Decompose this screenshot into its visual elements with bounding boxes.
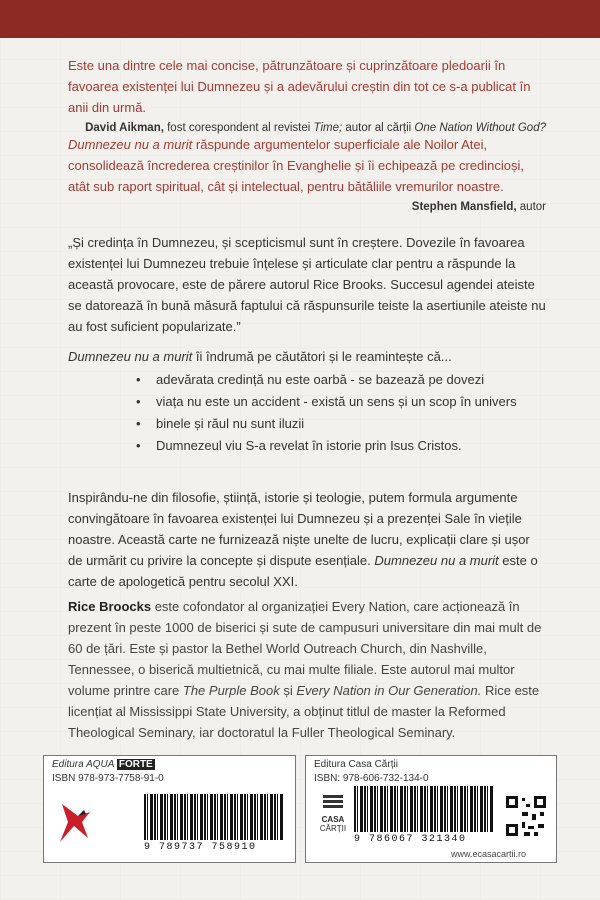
book-stack-icon xyxy=(322,794,344,810)
publisher-website: www.ecasacartii.ro xyxy=(450,849,526,859)
list-item: • adevărata credință nu este oarbă - se bazează pe dovezi xyxy=(156,369,546,391)
claims-list xyxy=(68,369,546,457)
publisher-box-aquaforte xyxy=(43,755,296,863)
cardinal-logo-icon xyxy=(56,798,96,846)
logo-text-top: CASA xyxy=(321,815,345,824)
endorsement-mansfield-credit: Stephen Mansfield, autor xyxy=(411,201,546,213)
intro-list-block xyxy=(68,346,546,457)
list-item: • Dumnezeul viu S-a revelat în istorie prin Isus Cristos. xyxy=(156,435,546,457)
barcode: 9 786067 321340 xyxy=(354,786,494,848)
isbn-text: ISBN: 978-606-732-134-0 xyxy=(314,773,429,784)
top-color-band xyxy=(0,0,600,38)
endorsement-aikman: Este una dintre cele mai concise, pătrunzătoare și cuprinzătoare pledoarii în favoarea existenței lui Dumnezeu și a adevărului creștin din tot ce s-a publicat în anii din urmă. David Aikman, fost corespondent al revistei Time; autor al cărții One Nation Without God? xyxy=(68,55,546,137)
publisher-box-casa-cartii xyxy=(305,755,557,863)
casa-cartii-logo xyxy=(316,794,350,833)
author-bio: Rice Broocks este cofondator al organizației Every Nation, care acționează în prezent în peste 1000 de biserici și sute de campusuri universitare din mai mult de 60 de țări. Este și pastor la Bethel World Outreach Church, din Nashville, Tennessee, o biserică multietnică, cu mai multe filiale. Este autorul mai multor volume printre care The Purple Book și Every Nation in Our Generation. Rice este licențiat al Mississippi State University, a obținut titlul de master la Reformed Theological Seminary, iar doctoratul la Fuller Theological Seminary. xyxy=(68,599,542,740)
summary-paragraph: Inspirându-ne din filosofie, știință, istorie și teologie, putem formula argumente convingătoare în favoarea existenței lui Dumnezeu și a prezenței Sale în viețile noastre. Această carte ne furnizează niște unelte de lucru, explicații clare și ușor de urmărit cu privire la concepte și dispute esențiale. Dumnezeu nu a murit este o carte de apologetică pentru secolul XXI. xyxy=(68,490,538,589)
isbn-text: ISBN 978-973-7758-91-0 xyxy=(52,773,164,784)
list-item: • binele și răul nu sunt iluzii xyxy=(156,413,546,435)
intro-line: Dumnezeu nu a murit îi îndrumă pe căutători și le reamintește că... xyxy=(68,349,452,364)
logo-text-bottom: CĂRȚII xyxy=(319,824,347,833)
publisher-name: Editura Casa Cărții xyxy=(314,759,398,770)
endorsement-aikman-credit: David Aikman, fost corespondent al revistei Time; autor al cărții One Nation Without God? xyxy=(85,122,546,134)
list-item: • viața nu este un accident - există un sens și un scop în univers xyxy=(156,391,546,413)
publisher-name: Editura AQUA FORTE xyxy=(52,759,153,770)
endorsement-mansfield: Dumnezeu nu a murit răspunde argumentelor superficiale ale Noilor Atei, consolidează încrederea creștinilor în Evanghelie și îi echipează pe credincioși, atât sub raport spiritual, cât și intelectual, pentru bătăliile vremurilor noastre. Stephen Mansfield, autor xyxy=(68,134,546,216)
barcode: 9 789737 758910 xyxy=(144,794,284,856)
qr-code-icon xyxy=(504,794,548,838)
author-quote: „Și credința în Dumnezeu, și scepticismul sunt în creștere. Dovezile în favoarea existenței lui Dumnezeu trebuie înțelese și articulate clar pentru a răspunde la această provocare, este de părere autorul Rice Brooks. Succesul agendei ateiste se datorează în bună măsură faptului că răspunsurile teiste la asertiunile ateiste nu au fost suficient popularizate.” xyxy=(68,235,546,334)
